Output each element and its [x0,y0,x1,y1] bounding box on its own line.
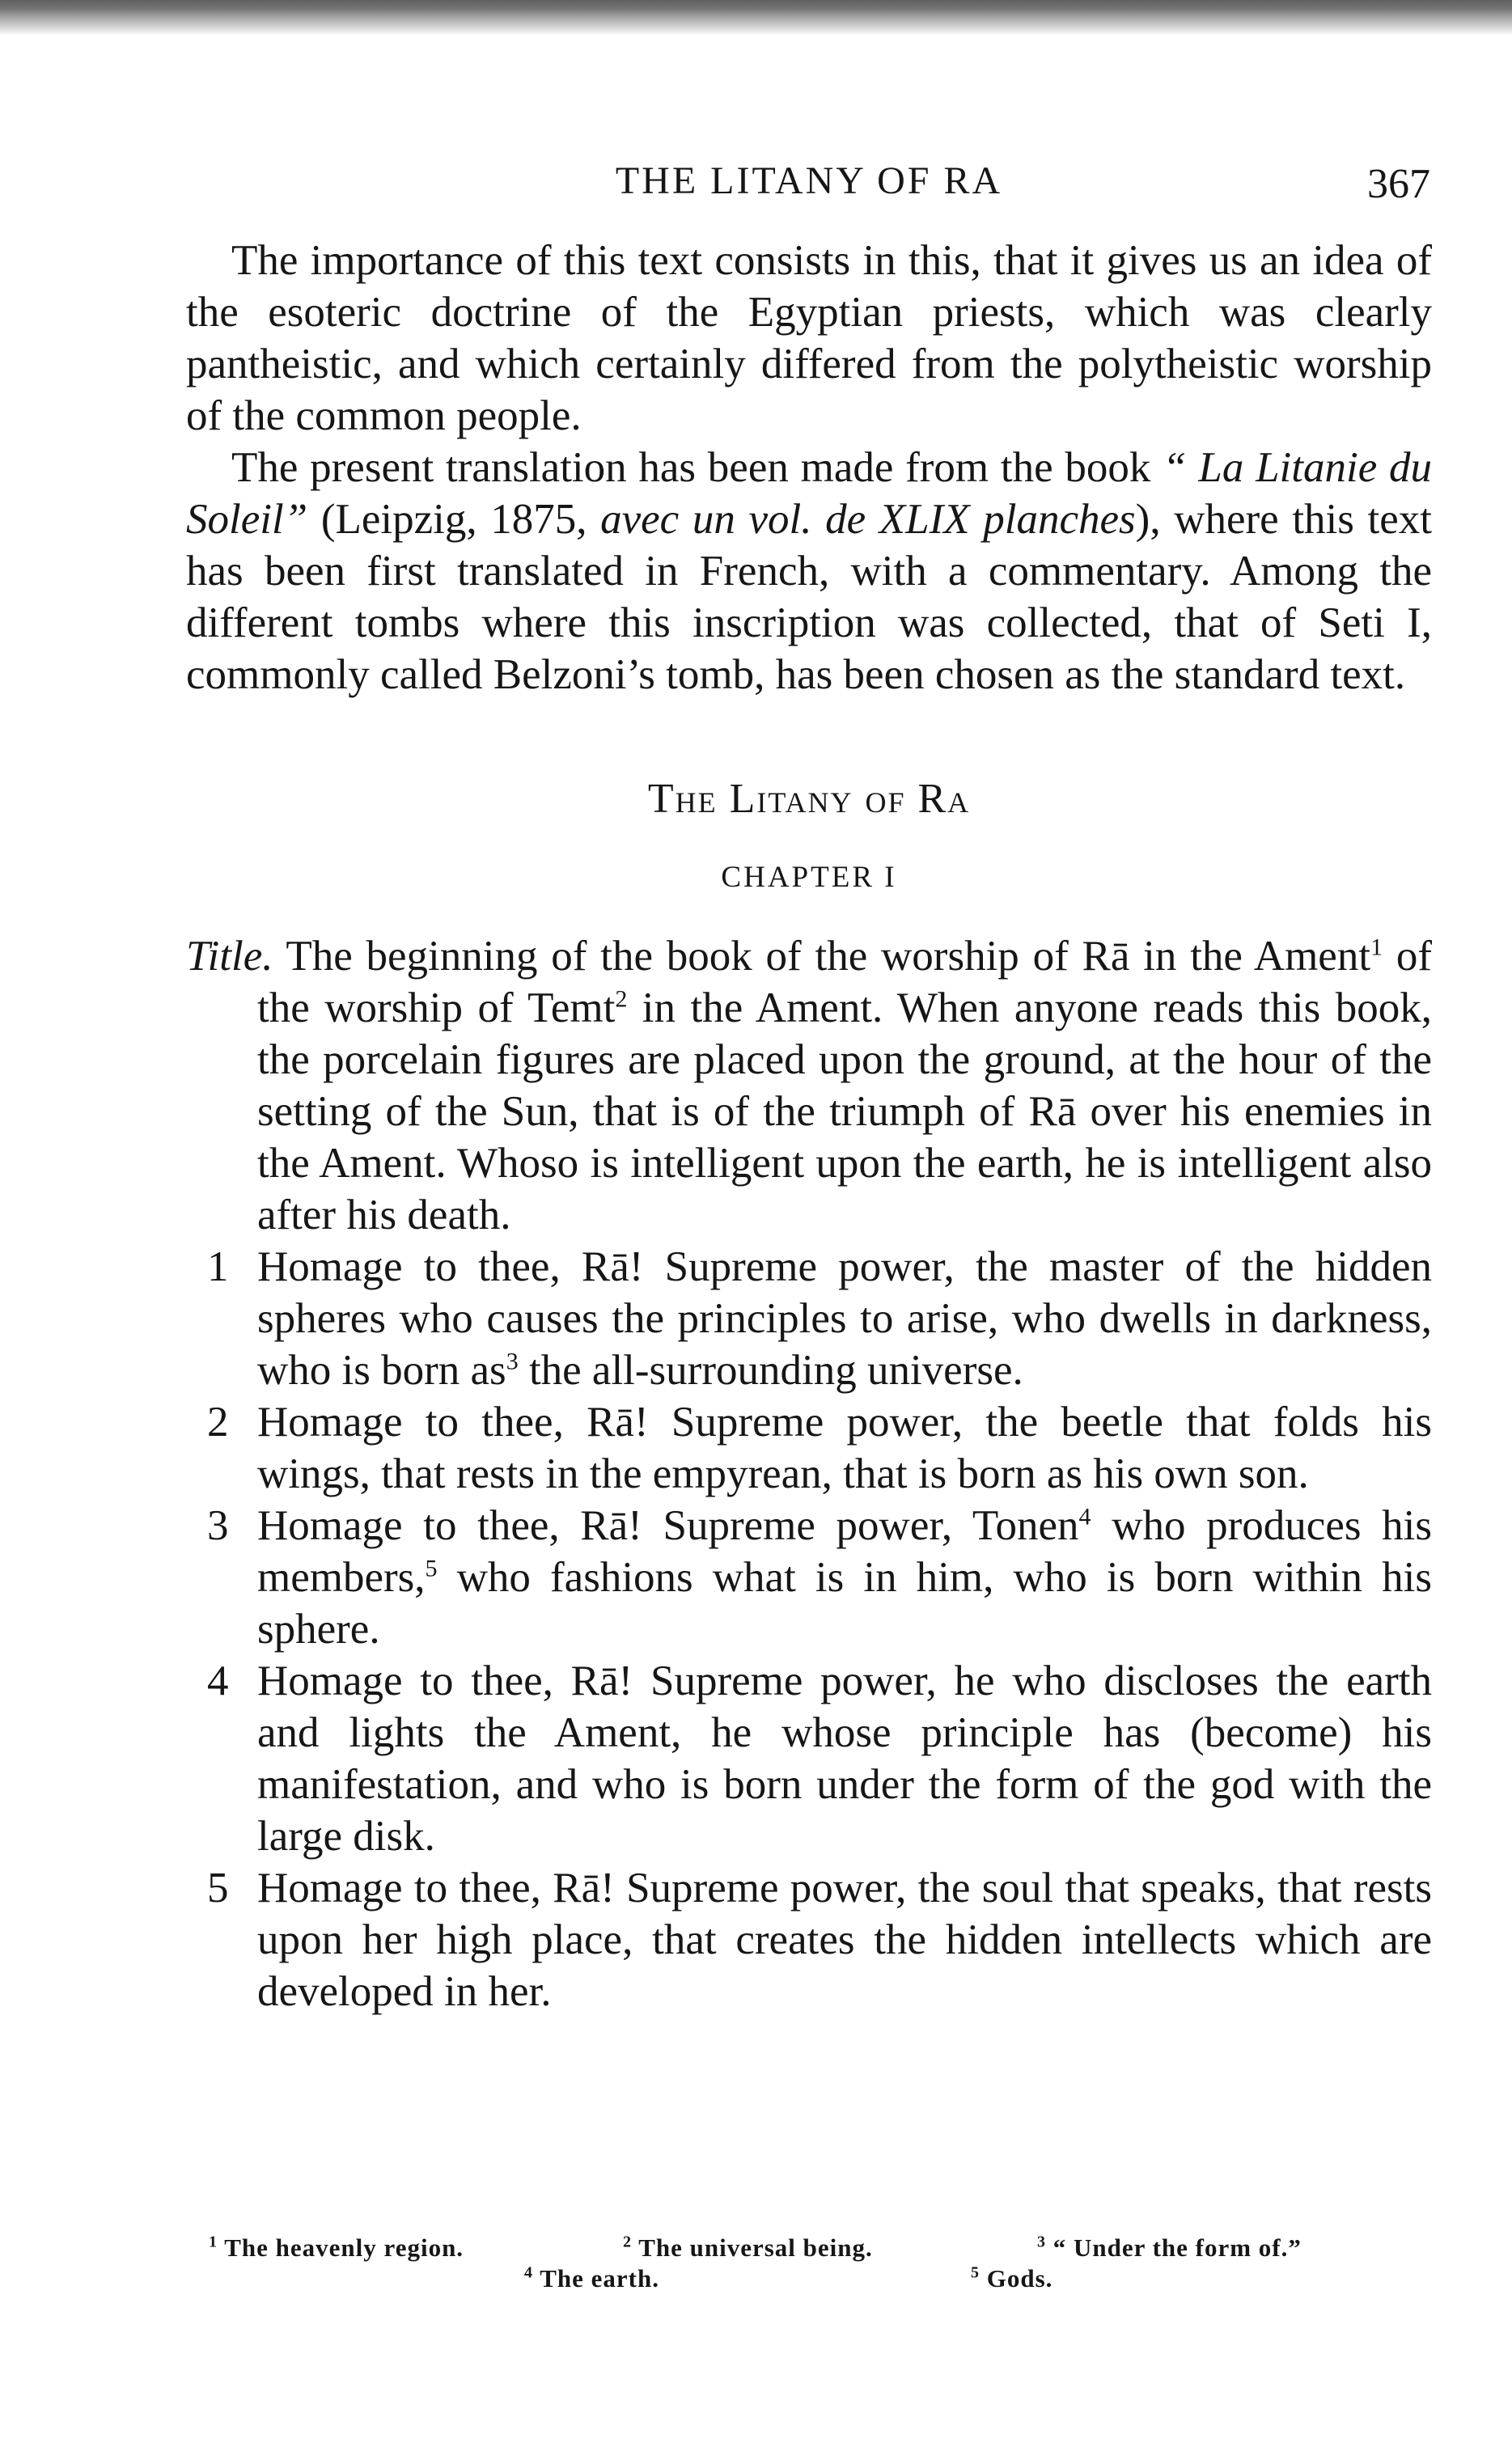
entry-text: who fashions what is in him, who is born within his sphere. [257,1554,1432,1653]
footnote-1 [209,2233,464,2263]
footnote-row [186,2263,1432,2294]
footnote-ref: 3 [506,1348,519,1375]
chapter-title: CHAPTER I [721,861,897,894]
footnote-4 [524,2263,659,2294]
entry-text: The beginning of the book of the worship of Rā in the Ament [273,933,1371,980]
paragraph-text: ), where this text has been first translated in French, with a commentary. Among the different tombs where this inscription was collected, that of Seti I, commonly called Belzoni’s tomb, has been chosen as the standard text. [186,496,1432,698]
footnote-mark: 4 [524,2263,533,2282]
page-content [186,235,1432,2017]
footnote-text: Gods. [986,2264,1053,2293]
footnote-ref: 1 [1370,934,1383,961]
footnote-3 [1037,2233,1302,2263]
litany-entry [186,1862,1432,2017]
entry-number: 2 [207,1399,229,1446]
entry-text: of the worship of Temt [257,933,1432,1031]
footnote-text: “ Under the form of.” [1052,2233,1302,2262]
intro-paragraph-2 [186,442,1432,701]
litany-entry [186,1655,1432,1862]
entry-number: 1 [207,1243,229,1290]
book-title: “ La Litanie du Soleil” [186,444,1432,543]
entry-number: 4 [207,1657,229,1704]
entry-text: Homage to thee, Rā! Supreme power, the master of the hidden spheres who causes the principles to arise, who dwells in darkness, who is born as [257,1243,1432,1394]
title-label: Title. [186,933,273,980]
footnote-text: The heavenly region. [224,2233,464,2262]
entry-text: the all-surrounding universe. [518,1347,1023,1394]
footnote-mark: 5 [971,2263,980,2282]
entry-text: Homage to thee, Rā! Supreme power, he who discloses the earth and lights the Ament, he whose principle has (become) his manifestation, and who is born under the form of the god with the large disk. [257,1657,1432,1860]
entry-text: Homage to thee, Rā! Supreme power, the beetle that folds his wings, that rests in the empyrean, that is born as his own son. [257,1399,1432,1497]
footnote-text: The earth. [540,2264,659,2293]
scan-edge-shadow [0,0,1512,36]
entry-text: who produces his members, [257,1502,1432,1601]
footnote-row [186,2233,1432,2263]
section-title: The Litany of Ra [647,776,971,822]
entry-text: Homage to thee, Rā! Supreme power, Tonen [257,1502,1079,1549]
footnote-ref: 2 [615,985,628,1013]
entry-text: in the Ament. When anyone reads this book, the porcelain figures are placed upon the ground, at the hour of the setting of the Sun, that is of the triumph of Rā over his enemies in the Ament. Whoso is intelligent upon the earth, he is intelligent also after his death. [257,984,1432,1238]
footnote-2 [623,2233,873,2263]
plates-note: avec un vol. de XLIX planches [600,496,1136,543]
paragraph-text: (Leipzig, 1875, [307,496,601,543]
intro-paragraph-1: The importance of this text consists in this, that it gives us an idea of the esoteric doctrine of the Egyptian priests, which was clearly pantheistic, and which certainly differed from the polytheistic worship of the common people. [186,237,1432,439]
paragraph-text: The present translation has been made from the book [231,444,1163,491]
litany-entry [186,1396,1432,1500]
entry-number: 5 [207,1865,229,1912]
footnote-ref: 4 [1078,1503,1091,1530]
footnote-mark: 3 [1037,2233,1046,2251]
entry-text: Homage to thee, Rā! Supreme power, the soul that speaks, that rests upon her high place, that creates the hidden intellects which are developed in her. [257,1865,1432,2015]
litany-entry [186,1500,1432,1655]
footnote-5 [971,2263,1052,2294]
litany-entries [186,930,1432,2017]
litany-entry [186,1241,1432,1396]
title-entry [186,930,1432,1241]
footnote-mark: 1 [209,2233,218,2251]
footnote-ref: 5 [425,1555,438,1582]
running-head [186,159,1432,207]
entry-number: 3 [207,1502,229,1549]
footnotes [186,2233,1432,2294]
footnote-text: The universal being. [638,2233,873,2262]
running-title: THE LITANY OF RA [615,159,1003,202]
footnote-mark: 2 [623,2233,632,2251]
page-number: 367 [1367,161,1430,207]
